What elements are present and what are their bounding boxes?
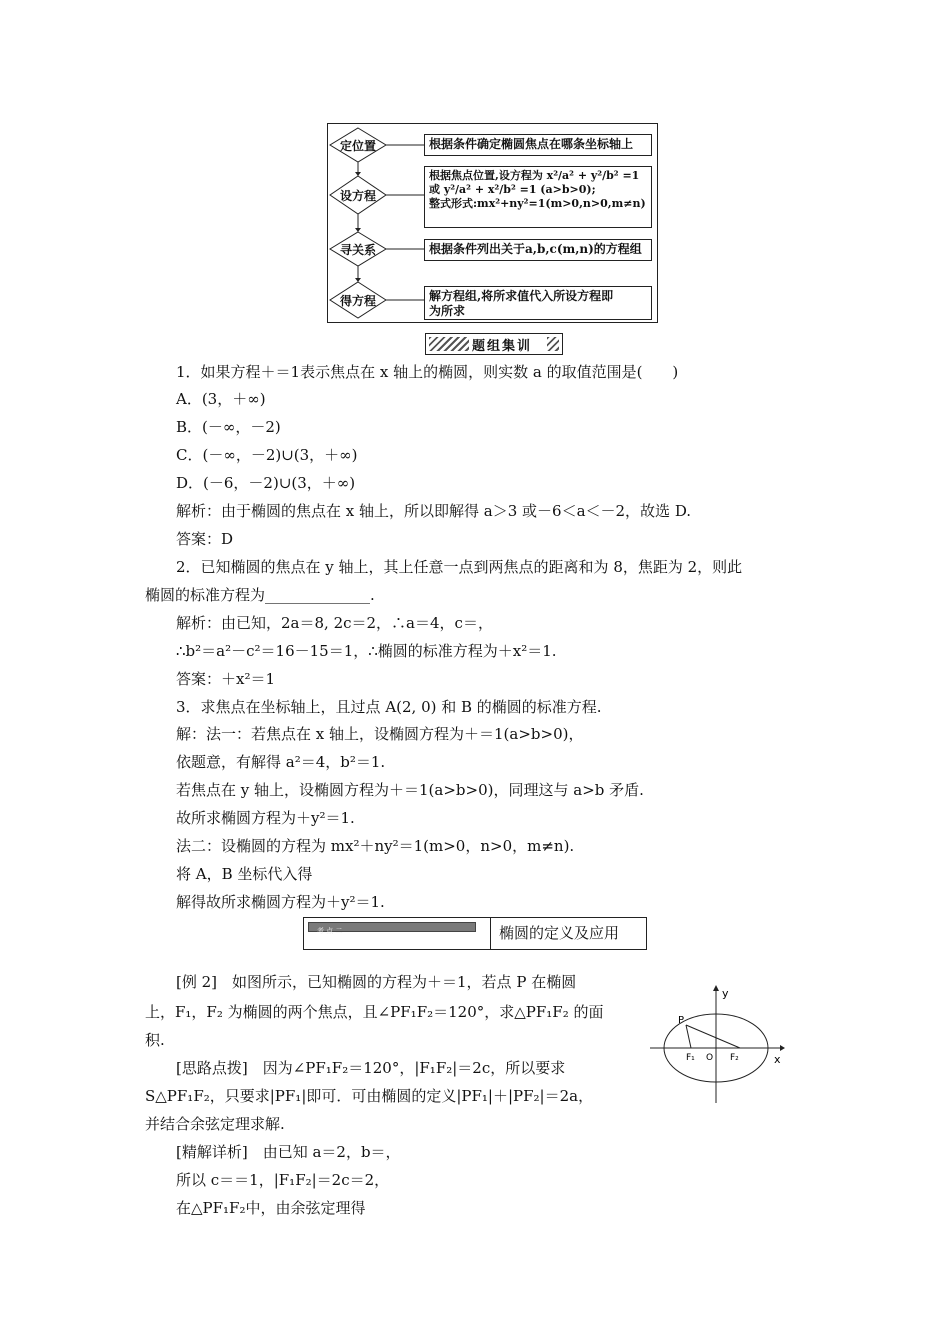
q2-text: 2．已知椭圆的焦点在 y 轴上，其上任意一点到两焦点的距离和为 8，焦距为 2，则此 (176, 558, 743, 576)
topic-title: 椭圆的定义及应用 (499, 924, 620, 942)
origin-label: O (706, 1053, 714, 1063)
step-desc-1-line: 根据条件确定椭圆焦点在哪条坐标轴上 (429, 137, 634, 151)
ellipse-figure (650, 985, 785, 1103)
q2-text-cont: 椭圆的标准方程为______________. (145, 586, 375, 604)
q3-text: 3．求焦点在坐标轴上，且过点 A(2, 0) 和 B 的椭圆的标准方程. (176, 698, 602, 716)
q1-analysis: 解析：由于椭圆的焦点在 x 轴上，所以即解得 a＞3 或－6＜a＜－2，故选 D. (176, 502, 692, 520)
banner-stripe-right (547, 337, 559, 351)
step-desc-2-line-2: 或 y²/a² + x²/b² =1 (a>b>0); (429, 183, 596, 196)
q3-solution-3: 若焦点在 y 轴上，设椭圆方程为＋＝1(a>b>0)，同理这与 a>b 矛盾. (176, 781, 644, 799)
q2-analysis-cont: ∴b²＝a²－c²＝16－15＝1，∴椭圆的标准方程为＋x²＝1. (176, 642, 557, 660)
f2-label: F₂ (730, 1053, 739, 1063)
step-label-3: 寻关系 (339, 243, 376, 257)
step-desc-2-line-1: 根据焦点位置,设方程为 x²/a² + y²/b² =1 (429, 169, 640, 182)
q3-solution-4: 故所求椭圆方程为＋y²＝1. (176, 809, 355, 827)
q3-method-2-cont: 将 A，B 坐标代入得 (176, 865, 313, 883)
solution-text-3: 在△PF₁F₂中，由余弦定理得 (176, 1199, 366, 1217)
q3-solution-1: 解：法一：若焦点在 x 轴上，设椭圆方程为＋＝1(a>b>0)， (176, 725, 584, 743)
step-desc-3 (424, 239, 652, 261)
q2-answer: 答案：＋x²＝1 (176, 670, 276, 688)
hint-text-1: [思路点拨] 因为∠PF₁F₂＝120°，|F₁F₂|＝2c，所以要求 (176, 1059, 566, 1077)
solution-text-2: 所以 c＝＝1，|F₁F₂|＝2c＝2， (176, 1171, 390, 1189)
hint-text-3: 并结合余弦定理求解. (145, 1115, 285, 1133)
q3-solution-2: 依题意，有解得 a²＝4，b²＝1. (176, 753, 386, 771)
example-text-2: 上，F₁，F₂ 为椭圆的两个焦点，且∠PF₁F₂＝120°，求△PF₁F₂ 的面 (145, 1003, 604, 1021)
step-label-4: 得方程 (339, 294, 376, 308)
ellipse-diagram (650, 985, 785, 1103)
banner-stripe-left (429, 337, 469, 351)
point-p-label: P (678, 1015, 685, 1026)
hint-text-2: S△PF₁F₂，只要求|PF₁|即可．可由椭圆的定义|PF₁|＋|PF₂|＝2a， (145, 1087, 594, 1105)
f1-label: F₁ (686, 1053, 695, 1063)
q1-text: 1．如果方程＋＝1表示焦点在 x 轴上的椭圆，则实数 a 的取值范围是( ) (176, 363, 679, 381)
q3-method-2: 法二：设椭圆的方程为 mx²＋ny²＝1(m>0，n>0，m≠n). (176, 837, 575, 855)
topic-bar-text: 考 点 二 (317, 927, 343, 935)
step-desc-1 (424, 134, 652, 156)
q1-option-c: C．(－∞，－2)∪(3，＋∞) (176, 446, 358, 464)
q1-answer: 答案：D (176, 530, 234, 548)
example-text-1: [例 2] 如图所示，已知椭圆的方程为＋＝1，若点 P 在椭圆 (176, 973, 577, 991)
q1-option-b: B．(－∞，－2) (176, 418, 281, 436)
example-text-3: 积. (145, 1031, 165, 1049)
step-desc-2 (424, 166, 652, 228)
q3-method-2-result: 解得故所求椭圆方程为＋y²＝1. (176, 893, 385, 911)
solution-text-1: [精解详析] 由已知 a＝2，b＝， (176, 1143, 401, 1161)
method-flowchart (327, 123, 658, 323)
topic-header-left (304, 918, 491, 949)
banner-title: 题组集训 (472, 339, 533, 354)
x-axis-label: x (774, 1053, 781, 1066)
step-desc-3-line: 根据条件列出关于a,b,c(m,n)的方程组 (429, 242, 642, 256)
step-desc-4-line-2: 为所求 (429, 304, 466, 318)
q1-option-a: A．(3，＋∞) (176, 390, 266, 408)
q1-option-d: D．(－6，－2)∪(3，＋∞) (176, 474, 356, 492)
q2-analysis: 解析：由已知，2a＝8, 2c＝2，∴a＝4，c＝， (176, 614, 493, 632)
step-label-1: 定位置 (339, 139, 376, 153)
step-desc-4 (424, 286, 652, 320)
topic-header (303, 917, 647, 950)
section-banner (425, 333, 563, 355)
topic-bar (308, 922, 476, 935)
step-desc-4-line-1: 解方程组,将所求值代入所设方程即 (429, 289, 614, 303)
segment-pf1 (686, 1025, 691, 1048)
segment-pf2 (686, 1025, 740, 1048)
step-label-2: 设方程 (339, 189, 376, 203)
step-desc-2-line-3: 整式形式:mx²+ny²=1(m>0,n>0,m≠n) (429, 197, 646, 210)
y-axis-label: y (722, 987, 729, 1000)
